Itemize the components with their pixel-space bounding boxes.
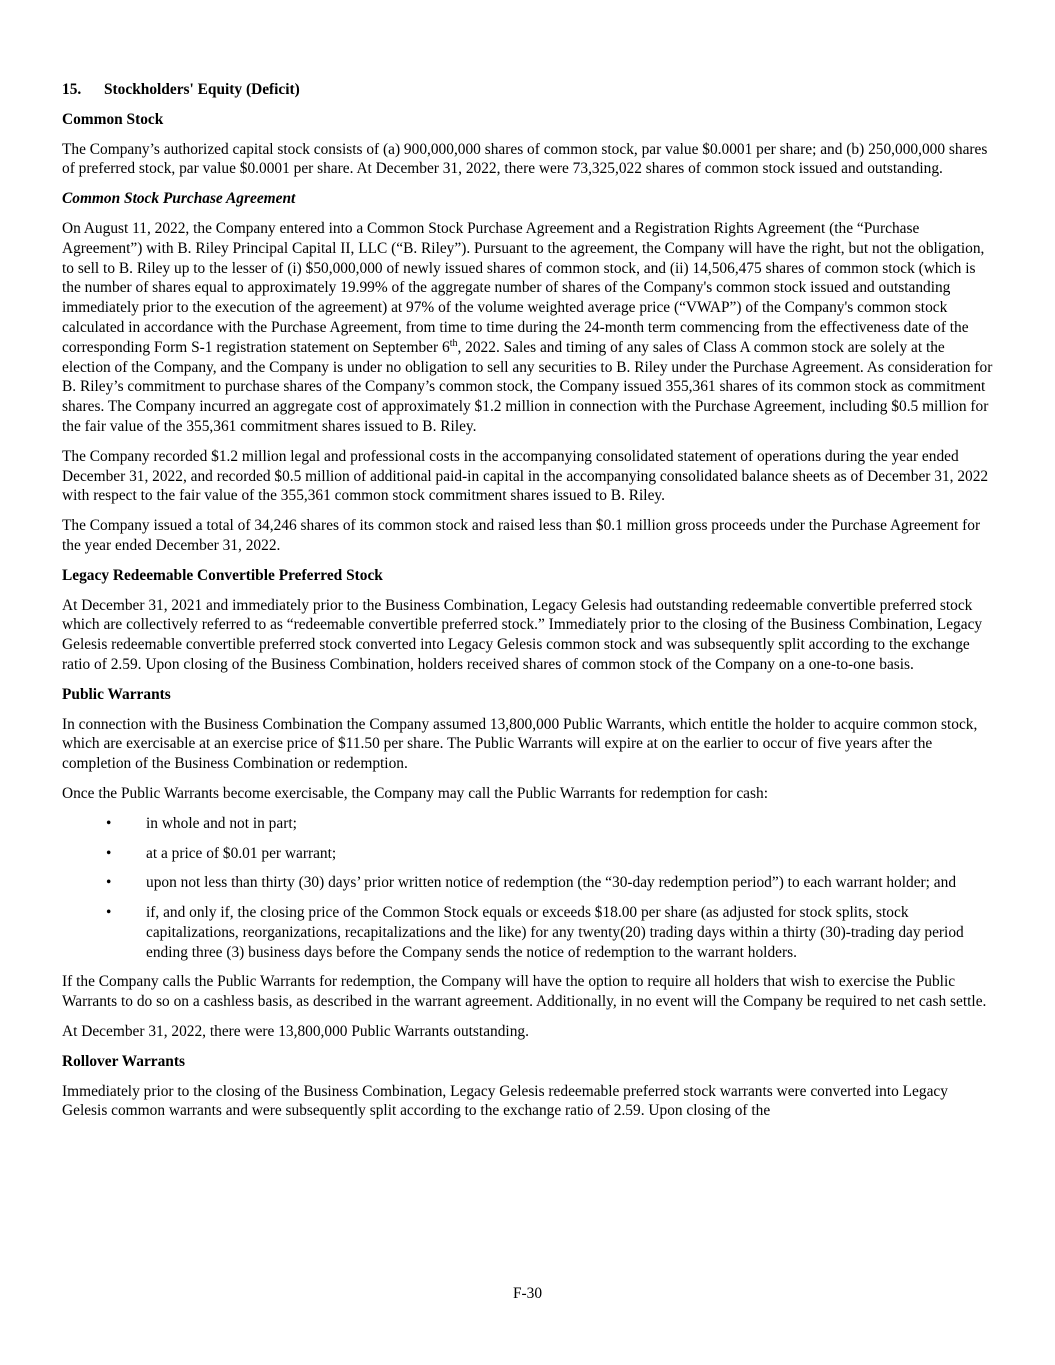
public-warrants-paragraph-2: Once the Public Warrants become exercisable, the Company may call the Public Warrants for redemption for cash: [62,784,768,802]
public-warrants-paragraph-1: In connection with the Business Combination the Company assumed 13,800,000 Public Warrants, which entitle the holder to acquire common stock, which are exercisable at an exercise price of $11.50 per share. The Public Warrants will expire at on the earlier to occur of five years after the completion of the Business Combination or redemption. [62,715,978,773]
list-item-text: if, and only if, the closing price of the Common Stock equals or exceeds $18.00 per share (as adjusted for stock splits, stock capitalizations, reorganizations, recapitalizations and the like) for any twenty(20) trading days within a thirty (30)-trading day period ending three (3) business days before the Company sends the notice of redemption to the warrant holders. [146,904,964,961]
public-warrants-heading: Public Warrants [62,685,171,703]
bullet-icon: • [106,814,112,832]
rollover-warrants-heading: Rollover Warrants [62,1052,185,1070]
redemption-conditions-list [62,814,997,963]
purchase-agreement-paragraph-2: The Company recorded $1.2 million legal and professional costs in the accompanying consolidated statement of operations during the year ended December 31, 2022, and recorded $0.5 million of additional paid-in capital in the accompanying consolidated balance sheets as of December 31, 2022 with respect to the fair value of the 355,361 common stock commitment shares issued to B. Riley. [62,447,989,505]
page-number: F-30 [512,1285,543,1302]
bullet-icon: • [106,904,112,922]
list-item [62,844,997,864]
purchase-agreement-paragraph-3: The Company issued a total of 34,246 shares of its common stock and raised less than $0.1 million gross proceeds under the Purchase Agreement for the year ended December 31, 2022. [62,517,981,554]
section-title [62,80,997,100]
section-title-text: Stockholders' Equity (Deficit) [104,81,300,98]
superscript-th: th [449,337,458,349]
list-item [62,903,997,962]
legacy-preferred-paragraph: At December 31, 2021 and immediately prior to the Business Combination, Legacy Gelesis had outstanding redeemable convertible preferred stock which are collectively referred to as “redeemable convertible preferred stock.” Immediately prior to the closing of the Business Combination, Legacy Gelesis redeemable convertible preferred stock converted into Legacy Gelesis common stock and was subsequently split according to the exchange ratio of 2.59. Upon closing of the Business Combination, holders received shares of common stock of the Company on a one-to-one basis. [62,596,983,673]
public-warrants-paragraph-4: At December 31, 2022, there were 13,800,000 Public Warrants outstanding. [62,1023,529,1041]
list-item-text: upon not less than thirty (30) days’ prior written notice of redemption (the “30-day redemption period”) to each warrant holder; and [146,874,957,892]
purchase-agreement-heading: Common Stock Purchase Agreement [62,190,296,208]
list-item-text: in whole and not in part; [146,814,297,832]
rollover-warrants-paragraph: Immediately prior to the closing of the Business Combination, Legacy Gelesis redeemable preferred stock warrants were converted into Legacy Gelesis common warrants and were subsequently split according to the exchange ratio of 2.59. Upon closing of the [62,1082,948,1120]
bullet-icon: • [106,844,112,862]
public-warrants-paragraph-3: If the Company calls the Public Warrants for redemption, the Company will have the option to require all holders that wish to exercise the Public Warrants to do so on a cashless basis, as described in the warrant agreement. Additionally, in no event will the Company be required to net cash settle. [62,973,987,1011]
list-item-text: at a price of $0.01 per warrant; [146,844,337,862]
list-item [62,814,997,834]
purchase-agreement-paragraph-1 [62,219,997,437]
purchase-agreement-paragraph-1-part-b: , 2022. Sales and timing of any sales of Class A common stock are solely at the election of the Company, and the Company is under no obligation to sell any securities to B. Riley under the Purchase Agreement. As consideration for B. Riley’s commitment to purchase shares of the Company’s common stock, the Company issued 355,361 shares of its common stock as commitment shares. The Company incurred an aggregate cost of approximately $1.2 million in connection with the Purchase Agreement, including $0.5 million for the fair value of the 355,361 commitment shares issued to B. Riley. [62,338,993,435]
section-number: 15. [62,81,82,98]
legacy-preferred-heading: Legacy Redeemable Convertible Preferred Stock [62,566,383,584]
bullet-icon: • [106,874,112,892]
document-page [62,80,997,1131]
common-stock-heading: Common Stock [62,110,164,128]
list-item [62,873,997,893]
common-stock-paragraph: The Company’s authorized capital stock consists of (a) 900,000,000 shares of common stock, par value $0.0001 per share; and (b) 250,000,000 shares of preferred stock, par value $0.0001 per share. At December 31, 2022, there were 73,325,022 shares of common stock issued and outstanding. [62,140,988,178]
purchase-agreement-paragraph-1-part-a: On August 11, 2022, the Company entered into a Common Stock Purchase Agreement and a Registration Rights Agreement (the “Purchase Agreement”) with B. Riley Principal Capital II, LLC (“B. Riley”). Pursuant to the agreement, the Company will have the right, but not the obligation, to sell to B. Riley up to the lesser of (i) $50,000,000 of newly issued shares of common stock, and (ii) 14,506,475 shares of common stock (which is the number of shares equal to approximately 19.99% of the aggregate number of shares of the Company's common stock issued and outstanding immediately prior to the execution of the agreement) at 97% of the volume weighted average price (“VWAP”) of the Company's common stock calculated in accordance with the Purchase Agreement, from time to time during the 24-month term commencing from the effectiveness date of the corresponding Form S-1 registration statement on September 6 [62,219,985,356]
